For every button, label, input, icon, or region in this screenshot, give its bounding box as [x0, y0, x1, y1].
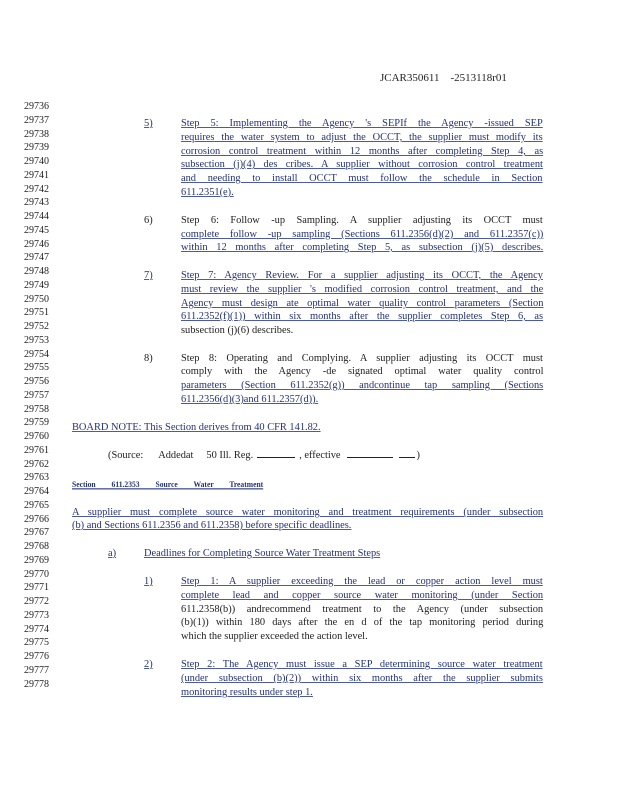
step-2-label: 2)	[144, 659, 153, 670]
source-added: Addedat	[158, 450, 194, 461]
item-8-label: 8)	[144, 353, 153, 364]
subsection-a-title: Deadlines for Completing Source Water Treatment Steps	[144, 548, 381, 559]
item-5-line-5: and needing to install OCCT must follow the schedule in Section	[181, 173, 543, 184]
step-1-line-5: which the supplier exceeded the action level.	[181, 631, 368, 642]
line-number: 29757	[24, 389, 49, 401]
intro-line-1: A supplier must complete source water monitoring and treatment requirements (under subsection	[72, 507, 544, 518]
line-number: 29775	[24, 637, 49, 649]
line-number: 29776	[24, 651, 49, 662]
item-5-label: 5)	[144, 118, 153, 129]
line-number: 29738	[24, 128, 49, 140]
step-2-line-2: (under subsection (b)(2)) within six months after the supplier submits	[181, 673, 543, 684]
subsection-a-label: a)	[108, 548, 117, 559]
item-8-line-4: 611.2356(d)(3)and 611.2357(d)).	[181, 394, 319, 405]
year-blank	[399, 448, 415, 458]
item-6-line-1: Step 6: Follow -up Sampling. A supplier adjusting its OCCT must	[181, 215, 543, 226]
line-number: 29761	[24, 444, 49, 456]
source-label: (Source:	[108, 450, 144, 461]
line-number: 29736	[24, 101, 49, 112]
line-number: 29750	[24, 293, 49, 305]
line-number: 29742	[24, 183, 49, 195]
line-number: 29759	[24, 417, 49, 429]
item-5-line-1: Step 5: Implementing the Agency 's SEPIf the Agency -issued SEP	[181, 118, 543, 129]
line-number: 29752	[24, 321, 49, 332]
source-register: 50 Ill. Reg.	[206, 450, 254, 461]
line-number: 29765	[24, 499, 49, 511]
item-5-line-6: 611.2351(e).	[181, 187, 234, 198]
line-number: 29741	[24, 169, 49, 181]
line-number: 29756	[24, 376, 49, 387]
line-number: 29747	[24, 252, 49, 264]
line-number: 29767	[24, 527, 49, 539]
date-blank	[347, 448, 393, 458]
item-7-line-4: 611.2352(f)(1)) within six months after the supplier completes Step 6, as	[181, 311, 544, 322]
source-close: )	[416, 450, 421, 461]
line-number: 29760	[24, 431, 49, 442]
board-note: BOARD NOTE: This Section derives from 40 CFR 141.82.	[72, 422, 321, 433]
item-5-line-3: corrosion control treatment within 12 months after completing Step 4, as	[181, 146, 544, 157]
line-number: 29751	[24, 307, 49, 319]
line-number: 29777	[24, 664, 49, 676]
item-5-line-2: requires the water system to adjust the OCCT, the supplier must modify its	[181, 132, 543, 143]
line-number: 29754	[24, 348, 49, 360]
line-number: 29755	[24, 362, 49, 374]
volume-blank	[257, 448, 295, 458]
line-number: 29768	[24, 541, 49, 552]
section-heading: Section 611.2353 Source Water Treatment	[72, 479, 264, 490]
item-6-line-3: within 12 months after completing Step 5, as subsection (j)(5) describes.	[181, 242, 544, 253]
document-id-header: JCAR350611 -2513118r01	[380, 72, 507, 84]
line-number: 29748	[24, 266, 49, 277]
line-number: 29766	[24, 513, 49, 525]
line-number: 29772	[24, 596, 49, 607]
item-7-line-1: Step 7: Agency Review. For a supplier adjusting its OCCT, the Agency	[181, 270, 543, 281]
intro-line-2: (b) and Sections 611.2356 and 611.2358) before specific deadlines.	[72, 520, 352, 531]
line-number: 29745	[24, 224, 49, 236]
step-2-line-3: monitoring results under step 1.	[181, 687, 313, 698]
item-6-line-2: complete follow -up sampling (Sections 611.2356(d)(2) and 611.2357(c))	[181, 229, 544, 240]
line-number: 29743	[24, 197, 49, 209]
line-number: 29746	[24, 238, 49, 250]
line-number: 29758	[24, 403, 49, 415]
item-7-label: 7)	[144, 270, 153, 281]
line-number: 29771	[24, 582, 49, 594]
item-7-line-5: subsection (j)(6) describes.	[181, 325, 294, 336]
line-number: 29774	[24, 623, 49, 635]
line-number: 29744	[24, 211, 49, 222]
line-number: 29739	[24, 142, 49, 154]
source-effective: , effective	[299, 450, 341, 461]
line-number: 29740	[24, 156, 49, 167]
item-6-label: 6)	[144, 215, 153, 226]
step-2-line-1: Step 2: The Agency must issue a SEP determining source water treatment	[181, 659, 543, 670]
step-1-label: 1)	[144, 576, 153, 587]
line-number: 29770	[24, 568, 49, 580]
item-8-line-3: parameters (Section 611.2352(g)) andcontinue tap sampling (Sections	[181, 380, 544, 391]
line-number: 29769	[24, 554, 49, 566]
line-number: 29753	[24, 334, 49, 346]
item-5-line-4: subsection (j)(4) des cribes. A supplier without corrosion control treatment	[181, 159, 543, 170]
line-number: 29749	[24, 279, 49, 291]
step-1-line-4: (b)(1)) within 180 days after the en d of the tap monitoring period during	[181, 617, 544, 628]
step-1-line-1: Step 1: A supplier exceeding the lead or copper action level must	[181, 576, 543, 587]
line-number: 29764	[24, 486, 49, 497]
item-7-line-3: Agency must design ate optimal water quality control parameters (Section	[181, 298, 544, 309]
source-citation	[108, 448, 420, 463]
line-number: 29737	[24, 114, 49, 126]
item-8-line-1: Step 8: Operating and Complying. A supplier adjusting its OCCT must	[181, 353, 543, 364]
line-number: 29778	[24, 678, 49, 690]
step-1-line-2: complete lead and copper source water monitoring (under Section	[181, 590, 544, 601]
step-1-line-3: 611.2358(b)) andrecommend treatment to the Agency (under subsection	[181, 604, 544, 615]
line-number: 29773	[24, 609, 49, 621]
line-number: 29762	[24, 458, 49, 470]
item-8-line-2: comply with the Agency -de signated optimal water quality control	[181, 366, 544, 377]
line-number: 29763	[24, 472, 49, 484]
item-7-line-2: must review the supplier 's modified corrosion control treatment, and the	[181, 284, 544, 295]
